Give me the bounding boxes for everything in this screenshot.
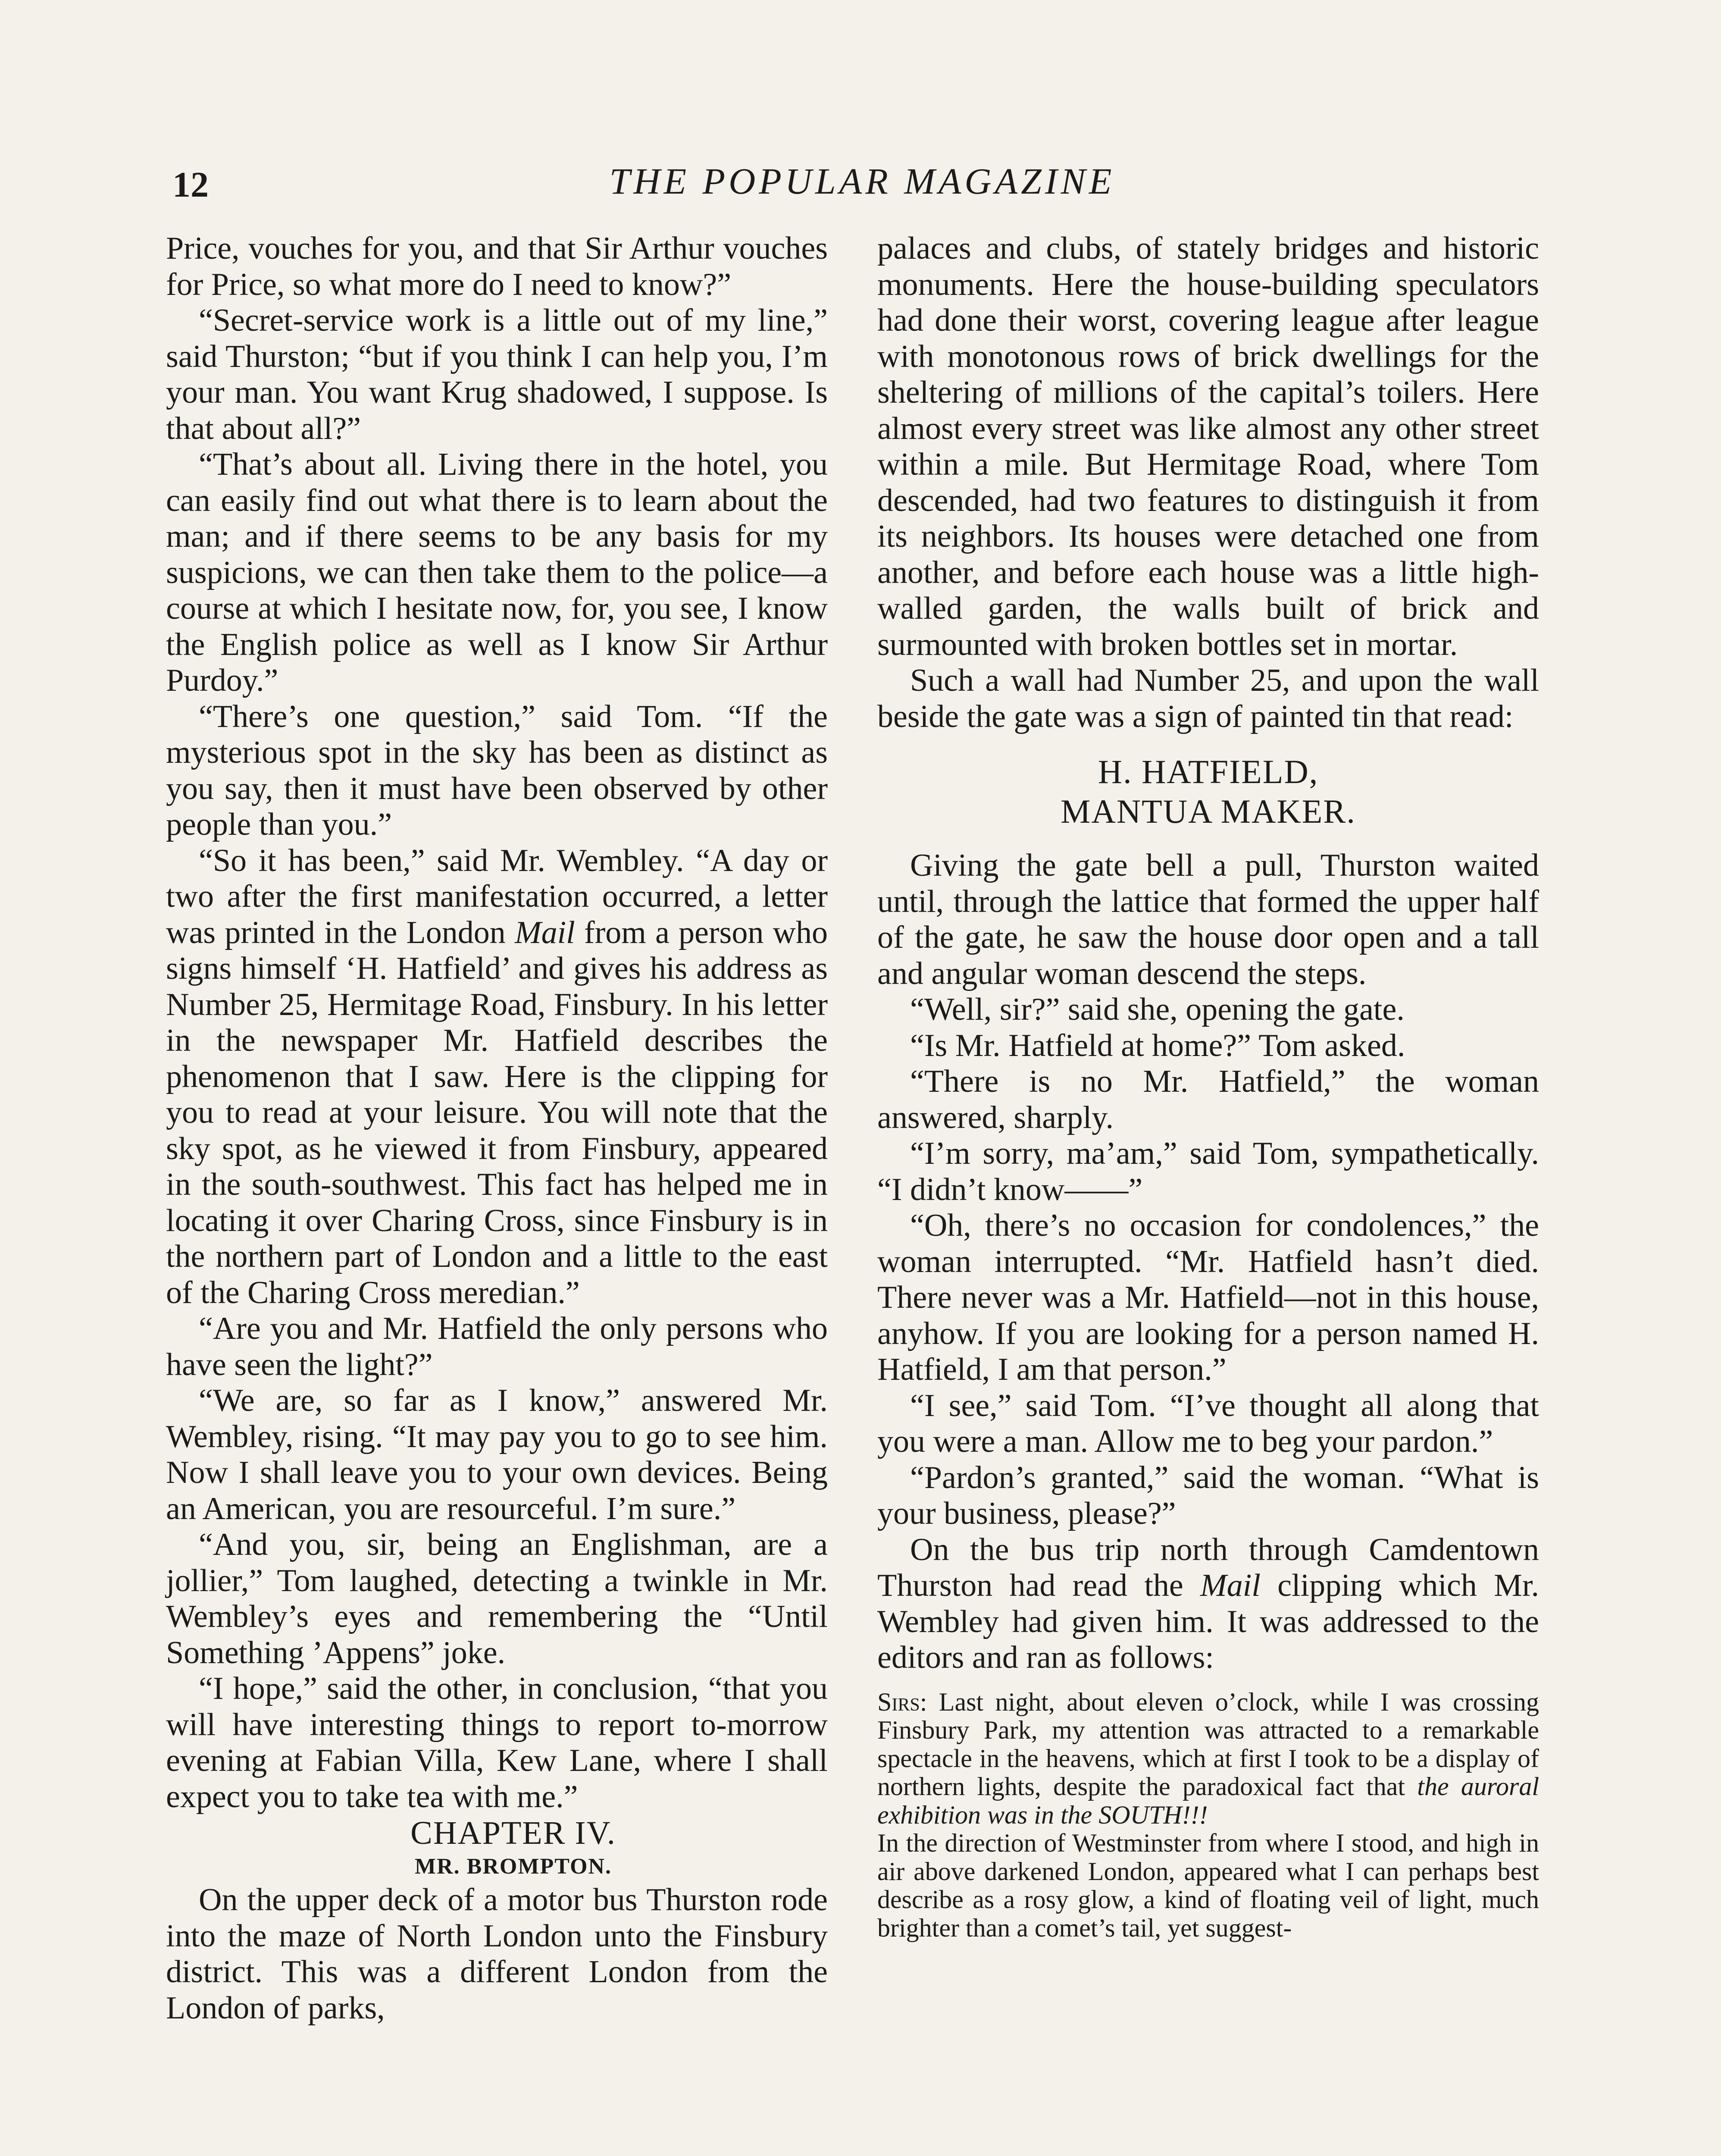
- newspaper-title: Mail: [514, 915, 575, 950]
- paragraph-text: “So it has been,” said Mr. Wembley. “A day or two after the first manifestation occurred, a letter was printed in the London: [166, 843, 828, 950]
- paragraph-text: from a person who signs himself ‘H. Hatfield’ and gives his address as Number 25, Hermitage Road, Finsbury. In his letter in the newspaper Mr. Hatfield describes the phenomenon that I saw. Here is the clipping for you to read at your leisure. You will note that the sky spot, as he viewed it from Finsbury, appeared in the south-southwest. This fact has helped me in locating it over Charing Cross, since Finsbury is in the northern part of London and a little to the east of the Charing Cross meredian.”: [166, 915, 828, 1310]
- paragraph: Giving the gate bell a pull, Thurston waited until, through the lattice that formed the upper half of the gate, he saw the house door open and a tall and angular woman descend the steps.: [877, 848, 1539, 991]
- chapter-subtitle: MR. BROMPTON.: [415, 1854, 612, 1879]
- paragraph: “Well, sir?” said she, opening the gate.: [910, 992, 1405, 1027]
- paragraph: [877, 1532, 1539, 1676]
- paragraph: On the upper deck of a motor bus Thurston rode into the maze of North London unto the Finsbury district. This was a different London from the London of parks,: [166, 1882, 828, 2026]
- sign-line: H. HATFIELD,: [1098, 753, 1319, 790]
- paragraph: “Are you and Mr. Hatfield the only persons who have seen the light?”: [166, 1311, 828, 1382]
- paragraph: “That’s about all. Living there in the hotel, you can easily find out what there is to learn about the man; and if there seems to be any basis for my suspicions, we can then take them to the police—a course at which I hesitate now, for, you see, I know the English police as well as I know Sir Arthur Purdoy.”: [166, 447, 828, 698]
- page-header: [172, 155, 1552, 211]
- paragraph: “Pardon’s granted,” said the woman. “What is your business, please?”: [877, 1460, 1539, 1531]
- sign-text: [877, 752, 1539, 831]
- paragraph: “And you, sir, being an Englishman, are a jollier,” Tom laughed, detecting a twinkle in Mr. Wembley’s eyes and remembering the “Until Something ’Appens” joke.: [166, 1527, 828, 1670]
- right-column: [877, 231, 1539, 1942]
- letter-text: Last night, about eleven o’clock, while I was crossing Finsbury Park, my attention was attracted to a remarkable spectacle in the heavens, which at first I took to be a display of northern lights, despite the paradoxical fact that: [877, 1687, 1539, 1801]
- letter-emphasis: the auroral exhibition was in the SOUTH!!!: [877, 1772, 1539, 1829]
- paragraph-text: clipping which Mr. Wembley had given him. It was addressed to the editors and ran as follows:: [877, 1568, 1539, 1675]
- paragraph-text: On the bus trip north through Camdentown Thurston had read the: [877, 1532, 1539, 1603]
- paragraph: “I see,” said Tom. “I’ve thought all along that you were a man. Allow me to beg your pardon.”: [877, 1388, 1539, 1459]
- sign-line: MANTUA MAKER.: [1061, 793, 1356, 830]
- letter-paragraph: In the direction of Westminster from where I stood, and high in air above darkened London, appeared what I can perhaps best describe as a rosy glow, a kind of floating veil of light, much brighter than a comet’s tail, yet suggest-: [877, 1829, 1539, 1942]
- paragraph: “We are, so far as I know,” answered Mr. Wembley, rising. “It may pay you to go to see him. Now I shall leave you to your own devices. Being an American, you are resourceful. I’m sure.”: [166, 1383, 828, 1526]
- paragraph: Price, vouches for you, and that Sir Arthur vouches for Price, so what more do I need to know?”: [166, 231, 828, 302]
- paragraph: “Is Mr. Hatfield at home?” Tom asked.: [910, 1028, 1405, 1063]
- paragraph: “Secret-service work is a little out of my line,” said Thurston; “but if you think I can help you, I’m your man. You want Krug shadowed, I suppose. Is that about all?”: [166, 303, 828, 446]
- letter-paragraph: [877, 1688, 1539, 1830]
- paragraph: “There is no Mr. Hatfield,” the woman answered, sharply.: [877, 1064, 1539, 1135]
- running-title: THE POPULAR MAGAZINE: [609, 160, 1115, 202]
- letter-salutation: Sirs:: [877, 1687, 927, 1716]
- newspaper-letter: [877, 1688, 1539, 1943]
- newspaper-title: Mail: [1200, 1568, 1261, 1603]
- paragraph: [166, 843, 828, 1311]
- paragraph: “I’m sorry, ma’am,” said Tom, sympathetically. “I didn’t know——”: [877, 1136, 1539, 1207]
- paragraph: Such a wall had Number 25, and upon the wall beside the gate was a sign of painted tin that read:: [877, 663, 1539, 734]
- page-number: 12: [172, 165, 209, 205]
- left-column: [166, 231, 828, 2026]
- paragraph: palaces and clubs, of stately bridges and historic monuments. Here the house-building speculators had done their worst, covering league after league with monotonous rows of brick dwellings for the sheltering of millions of the capital’s toilers. Here almost every street was like almost any other street within a mile. But Hermitage Road, where Tom descended, had two features to distinguish it from its neighbors. Its houses were detached one from another, and before each house was a little high-walled garden, the walls built of brick and surmounted with broken bottles set in mortar.: [877, 231, 1539, 662]
- paragraph: “Oh, there’s no occasion for condolences,” the woman interrupted. “Mr. Hatfield hasn’t died. There never was a Mr. Hatfield—not in this house, anyhow. If you are looking for a person named H. Hatfield, I am that person.”: [877, 1208, 1539, 1387]
- chapter-heading: CHAPTER IV.: [410, 1815, 616, 1851]
- paragraph: “There’s one question,” said Tom. “If the mysterious spot in the sky has been as distinct as you say, then it must have been observed by other people than you.”: [166, 699, 828, 842]
- paragraph: “I hope,” said the other, in conclusion, “that you will have interesting things to report to-morrow evening at Fabian Villa, Kew Lane, where I shall expect you to take tea with me.”: [166, 1671, 828, 1814]
